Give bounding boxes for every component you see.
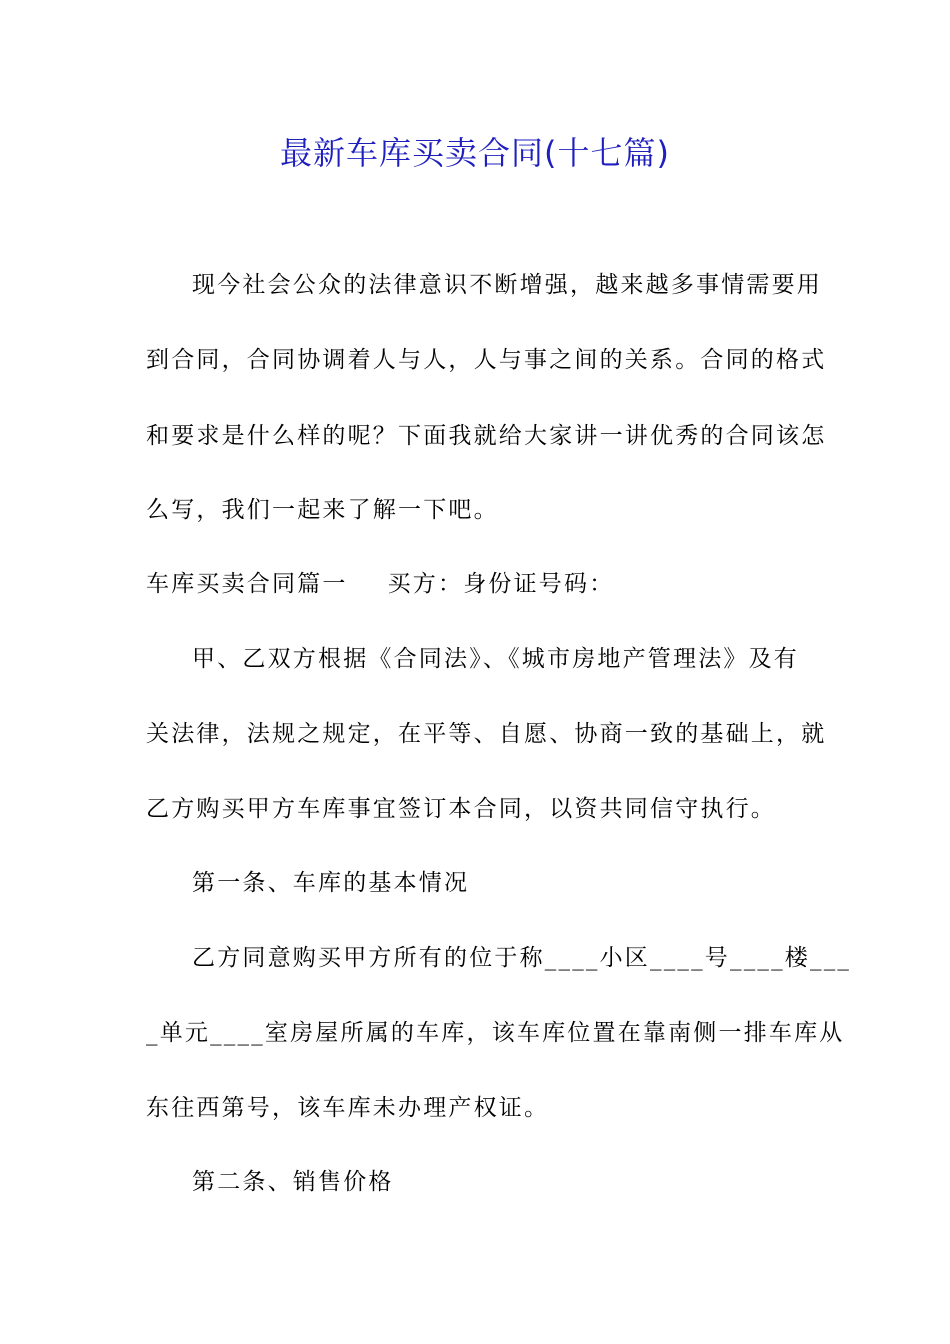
paragraph-line: 关法律，法规之规定，在平等、自愿、协商一致的基础上，就 — [146, 721, 827, 747]
paragraph-line: 甲、乙双方根据《合同法》、《城市房地产管理法》及有 — [192, 646, 799, 672]
paragraph-line: 到合同，合同协调着人与人，人与事之间的关系。合同的格式 — [146, 347, 827, 373]
paragraph-line: 现今社会公众的法律意识不断增强，越来越多事情需要用 — [192, 272, 822, 298]
article-heading: 第二条、销售价格 — [192, 1169, 394, 1195]
section-heading: 车库买卖合同篇一 — [146, 571, 348, 597]
buyer-label: 买方：身份证号码： — [387, 571, 615, 597]
paragraph-line: 和要求是什么样的呢？下面我就给大家讲一讲优秀的合同该怎 — [146, 423, 827, 449]
paragraph-line: 么写，我们一起来了解一下吧。 — [146, 497, 499, 523]
paragraph-line: 乙方同意购买甲方所有的位于称____小区____号____楼___ — [192, 945, 852, 971]
paragraph-line: _单元____室房屋所属的车库，该车库位置在靠南侧一排车库从 — [146, 1020, 845, 1046]
article-heading: 第一条、车库的基本情况 — [192, 870, 470, 896]
document-title: 最新车库买卖合同(十七篇) — [280, 134, 670, 172]
paragraph-line: 乙方购买甲方车库事宜签订本合同，以资共同信守执行。 — [146, 796, 776, 822]
paragraph-line: 东往西第号，该车库未办理产权证。 — [146, 1095, 550, 1121]
section-heading-line — [146, 569, 806, 599]
